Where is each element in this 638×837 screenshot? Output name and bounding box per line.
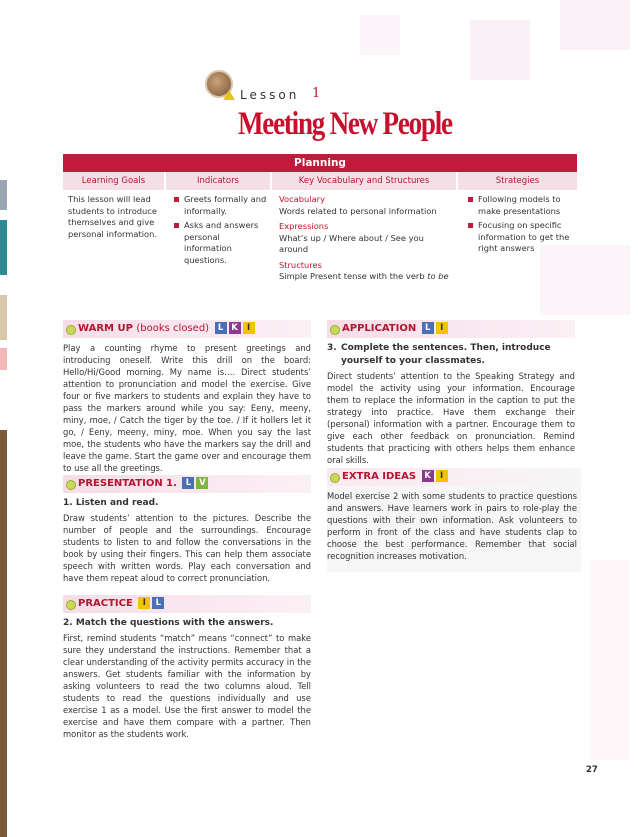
indicators-list	[174, 194, 270, 266]
bullet-icon	[174, 223, 179, 228]
practice-section	[63, 595, 311, 740]
bulb-icon	[66, 325, 76, 335]
presentation-header	[63, 475, 311, 493]
strategies-list	[468, 194, 572, 255]
strategy-item: Following models to make presentations	[468, 194, 572, 217]
warmup-section	[63, 320, 311, 474]
interpersonal-badge-icon: I	[243, 322, 255, 334]
presentation-text: Draw students’ attention to the pictures. Describe the number of people and the surroundings. Encourage students to listen to and follow the conversations in the book by using their fingers. This can help them associate speech with written words. Play each conversation and have them repeat aloud to correct pronunciation.	[63, 513, 311, 583]
application-section	[327, 320, 575, 466]
extra-ideas-text: Model exercise 2 with some students to practice questions and answers. Have learners work in pairs to role-play the questions with their own information. Ask volunteers to perform in front of the class and have students clap to choose the best performance. Remember that social recognition increases motivation.	[327, 491, 577, 561]
bulb-icon	[66, 480, 76, 490]
listening-badge-icon: L	[152, 597, 164, 609]
listening-badge-icon: L	[215, 322, 227, 334]
practice-text: First, remind students “match” means “connect” to make sure they understand the instructions. Remember that a clear understanding of the activity permits accuracy in the answers. Get students familiar with the information by asking volunteers to read the two columns aloud. Tell students to read the questions individually and use exercise 1 as a model. Use the first answer to model the exercise and have them compare with a partner. Then monitor as the students work.	[63, 633, 311, 739]
learning-goal-text: This lesson will lead students to introduce themselves and give personal information.	[68, 194, 157, 239]
decor-strip-teal	[0, 220, 7, 275]
structures-line	[279, 271, 455, 283]
decor-strip-brown	[0, 430, 7, 837]
indicator-item: Greets formally and informally.	[174, 194, 270, 217]
warmup-text: Play a counting rhyme to present greetings and introducing oneself. Write this drill on the board: Hello/Hi/Good morning. My name is…. Direct students’ attention to pronunciation and model the exercise. Give four or five markers to students and explain they have to pass the markers around while you say: Eeny, meeny, miny, moe, / Catch the tiger by the toe. / If it hollers let it go, / Eeny, meeny, miny, moe. When you say the last moe, the students who have the markers say the drill and leave the game. Start the game over and encourage them to use all the greetings.	[63, 343, 311, 473]
decor-strip-tan	[0, 295, 7, 340]
practice-header	[63, 595, 311, 613]
expressions-label: Expressions	[279, 221, 329, 231]
application-step	[327, 342, 575, 368]
interpersonal-badge-icon: I	[436, 322, 448, 334]
column-header-indicators: Indicators	[166, 172, 270, 190]
decor-strip-gray	[0, 180, 7, 210]
column-header-learning-goals: Learning Goals	[63, 172, 164, 190]
extra-ideas-title: EXTRA IDEAS	[342, 471, 417, 482]
bullet-icon	[468, 223, 473, 228]
application-step-text: Complete the sentences. Then, introduce yourself to your classmates.	[341, 343, 551, 366]
column-header-vocabulary: Key Vocabulary and Structures	[272, 172, 456, 190]
vocabulary-label: Vocabulary	[279, 194, 325, 204]
bulb-icon	[330, 473, 340, 483]
bulb-icon	[330, 325, 340, 335]
planning-header: Planning	[63, 154, 577, 172]
presentation-step: 1. Listen and read.	[63, 498, 159, 508]
decor-block	[360, 15, 400, 55]
decor-block	[590, 560, 630, 760]
structures-label: Structures	[279, 259, 322, 270]
lesson-photo-icon	[205, 70, 233, 98]
interpersonal-badge-icon: I	[436, 470, 448, 482]
presentation-section	[63, 475, 311, 584]
practice-step: 2. Match the questions with the answers.	[63, 618, 274, 628]
bulb-icon	[66, 600, 76, 610]
vocabulary-text: Words related to personal information	[279, 205, 437, 216]
decor-block	[540, 245, 630, 315]
structures-text: Simple Present tense with the verb	[279, 271, 425, 281]
kinesthetic-badge-icon: K	[229, 322, 241, 334]
listening-badge-icon: L	[182, 477, 194, 489]
page-number: 27	[586, 765, 598, 775]
arrow-icon	[223, 90, 235, 100]
application-title: APPLICATION	[342, 323, 417, 334]
extra-ideas-header	[327, 468, 581, 486]
practice-title: PRACTICE	[78, 598, 133, 609]
application-text: Direct students’ attention to the Speaking Strategy and model the activity using your information. Encourage them to replace the information in the caption to put the strategy into practice. Have them exchange their (personal) information with a partner. Encourage them to give each other feedback on pronunciation. Remind students that practicing with others helps them enhance oral skills.	[327, 371, 575, 465]
extra-ideas-section	[327, 468, 581, 572]
visual-badge-icon: V	[196, 477, 208, 489]
interpersonal-badge-icon: I	[138, 597, 150, 609]
listening-badge-icon: L	[422, 322, 434, 334]
decor-strip-pink	[0, 348, 7, 370]
bullet-icon	[468, 197, 473, 202]
warmup-subtitle: (books closed)	[136, 323, 210, 334]
lesson-label: Lesson	[240, 88, 300, 102]
structures-italic: to be	[427, 271, 449, 281]
application-header	[327, 320, 575, 338]
decor-block	[560, 0, 630, 50]
column-header-strategies: Strategies	[458, 172, 577, 190]
bullet-icon	[174, 197, 179, 202]
warmup-title: WARM UP	[78, 323, 133, 334]
lesson-number: 1	[312, 86, 321, 101]
strategy-item: Focusing on specific information to get the right answers	[468, 220, 572, 255]
presentation-title: PRESENTATION 1.	[78, 478, 177, 489]
expressions-text: What’s up / Where about / See you around	[279, 232, 424, 254]
page-title: Meeting New People	[238, 106, 452, 142]
warmup-header	[63, 320, 311, 338]
decor-block	[470, 20, 530, 80]
kinesthetic-badge-icon: K	[422, 470, 434, 482]
indicator-item: Asks and answers personal information questions.	[174, 220, 270, 266]
application-step-number: 3.	[327, 343, 337, 353]
vocabulary-cell	[279, 194, 455, 283]
